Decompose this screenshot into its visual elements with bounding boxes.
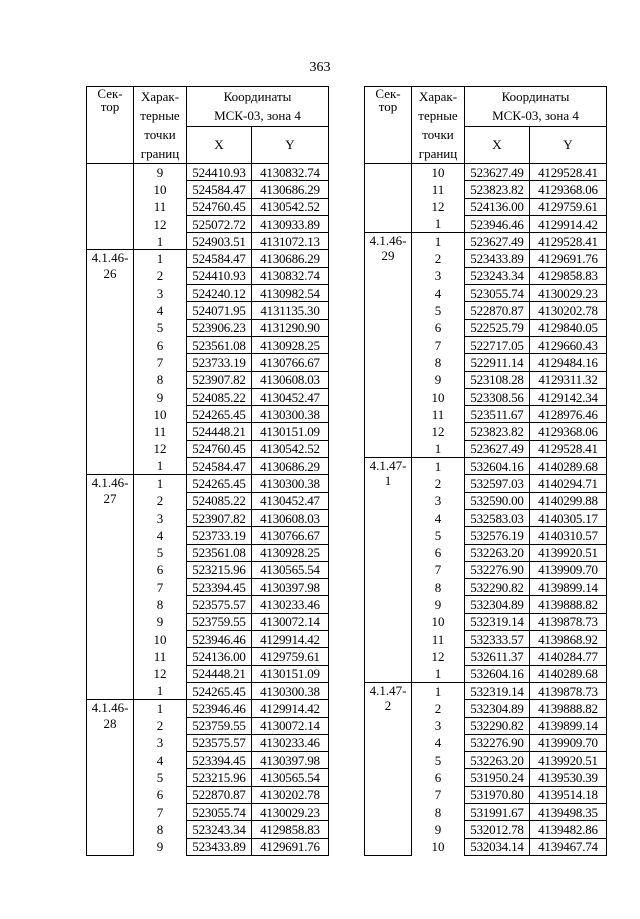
- point-number: 9: [412, 371, 465, 388]
- table-row: [87, 700, 329, 717]
- point-number: 11: [412, 631, 465, 648]
- header-coordinates: Координаты МСК-03, зона 4: [465, 87, 607, 127]
- coord-x: 532276.90: [465, 561, 530, 578]
- coord-y: 4130029.23: [530, 285, 607, 302]
- coord-y: 4131135.30: [252, 302, 329, 319]
- coord-y: 4140289.68: [530, 665, 607, 682]
- coord-y: 4139530.39: [530, 769, 607, 786]
- point-number: 4: [412, 285, 465, 302]
- coord-y: 4140299.88: [530, 492, 607, 509]
- table-row: [87, 164, 329, 181]
- header-sector: Сек- тор: [87, 87, 134, 164]
- coord-x: 524136.00: [465, 198, 530, 215]
- point-number: 1: [134, 700, 187, 717]
- coord-x: 532319.14: [465, 613, 530, 630]
- point-number: 5: [134, 319, 187, 336]
- coord-x: 532604.16: [465, 665, 530, 682]
- coord-y: 4130933.89: [252, 215, 329, 232]
- coord-x: 524760.45: [187, 198, 252, 215]
- point-number: 7: [134, 579, 187, 596]
- coord-x: 522870.87: [187, 786, 252, 803]
- point-number: 3: [412, 267, 465, 284]
- coord-x: 523733.19: [187, 354, 252, 371]
- point-number: 1: [134, 250, 187, 267]
- point-number: 2: [412, 250, 465, 267]
- point-number: 10: [134, 631, 187, 648]
- sector-cell: [365, 164, 412, 233]
- point-number: 1: [134, 682, 187, 699]
- coord-x: 522717.05: [465, 336, 530, 353]
- coord-y: 4129484.16: [530, 354, 607, 371]
- coord-y: 4129528.41: [530, 440, 607, 457]
- point-number: 1: [134, 475, 187, 492]
- coord-x: 532290.82: [465, 717, 530, 734]
- point-number: 4: [412, 509, 465, 526]
- coord-y: 4129691.76: [252, 838, 329, 855]
- coord-x: 523759.55: [187, 613, 252, 630]
- coord-x: 532604.16: [465, 458, 530, 475]
- coord-x: 531991.67: [465, 803, 530, 820]
- point-number: 8: [134, 821, 187, 838]
- coord-x: 523308.56: [465, 388, 530, 405]
- sector-cell: 4.1.46- 27: [87, 475, 134, 700]
- coord-x: 532276.90: [465, 734, 530, 751]
- coord-y: 4131290.90: [252, 319, 329, 336]
- coord-y: 4129142.34: [530, 388, 607, 405]
- point-number: 1: [412, 440, 465, 457]
- coord-y: 4139498.35: [530, 803, 607, 820]
- coord-y: 4140305.17: [530, 509, 607, 526]
- coord-y: 4130686.29: [252, 250, 329, 267]
- coord-y: 4130832.74: [252, 164, 329, 181]
- coord-y: 4139868.92: [530, 631, 607, 648]
- coord-x: 524240.12: [187, 285, 252, 302]
- point-number: 10: [134, 181, 187, 198]
- coord-y: 4139888.82: [530, 700, 607, 717]
- coord-x: 524760.45: [187, 440, 252, 457]
- coord-y: 4130233.46: [252, 734, 329, 751]
- table-row: [365, 164, 607, 181]
- header-sector: Сек- тор: [365, 87, 412, 164]
- coord-x: 532590.00: [465, 492, 530, 509]
- coord-y: 4139482.86: [530, 821, 607, 838]
- coord-y: 4139909.70: [530, 561, 607, 578]
- coord-y: 4130072.14: [252, 613, 329, 630]
- coord-x: 524410.93: [187, 164, 252, 181]
- coord-x: 523907.82: [187, 371, 252, 388]
- point-number: 9: [412, 596, 465, 613]
- coord-x: 532597.03: [465, 475, 530, 492]
- coord-x: 532012.78: [465, 821, 530, 838]
- point-number: 11: [412, 181, 465, 198]
- point-number: 1: [412, 665, 465, 682]
- coord-x: 531970.80: [465, 786, 530, 803]
- coord-y: 4139920.51: [530, 752, 607, 769]
- coord-x: 523433.89: [187, 838, 252, 855]
- coord-y: 4128976.46: [530, 406, 607, 423]
- coord-x: 523733.19: [187, 527, 252, 544]
- sector-cell: 4.1.47- 1: [365, 458, 412, 683]
- coord-y: 4129311.32: [530, 371, 607, 388]
- point-number: 12: [412, 423, 465, 440]
- coord-y: 4130542.52: [252, 440, 329, 457]
- coord-y: 4130766.67: [252, 354, 329, 371]
- coord-x: 523055.74: [465, 285, 530, 302]
- header-characteristic-points: Харак- терные точки границ: [134, 87, 187, 164]
- coord-x: 523627.49: [465, 164, 530, 181]
- point-number: 11: [134, 198, 187, 215]
- coord-x: 523575.57: [187, 596, 252, 613]
- table-row: [365, 682, 607, 699]
- coord-x: 523823.82: [465, 181, 530, 198]
- coord-x: 524903.51: [187, 233, 252, 250]
- coord-y: 4130686.29: [252, 458, 329, 475]
- coord-x: 524584.47: [187, 181, 252, 198]
- coord-y: 4139899.14: [530, 579, 607, 596]
- point-number: 10: [412, 388, 465, 405]
- coord-y: 4130233.46: [252, 596, 329, 613]
- coord-y: 4129858.83: [252, 821, 329, 838]
- point-number: 7: [412, 336, 465, 353]
- point-number: 4: [134, 752, 187, 769]
- coord-y: 4130542.52: [252, 198, 329, 215]
- coord-x: 525072.72: [187, 215, 252, 232]
- table-row: [87, 250, 329, 267]
- point-number: 2: [134, 267, 187, 284]
- coord-y: 4129660.43: [530, 336, 607, 353]
- coord-y: 4129759.61: [252, 648, 329, 665]
- coord-x: 523946.46: [187, 700, 252, 717]
- coord-x: 523215.96: [187, 769, 252, 786]
- coord-x: 523561.08: [187, 544, 252, 561]
- table-row: [365, 233, 607, 250]
- coord-y: 4130151.09: [252, 665, 329, 682]
- point-number: 1: [412, 458, 465, 475]
- coord-x: 524085.22: [187, 492, 252, 509]
- header-y: Y: [530, 126, 607, 164]
- point-number: 3: [134, 734, 187, 751]
- coord-y: 4130832.74: [252, 267, 329, 284]
- coord-y: 4139899.14: [530, 717, 607, 734]
- point-number: 7: [412, 561, 465, 578]
- coord-x: 532304.89: [465, 700, 530, 717]
- sector-cell: 4.1.46- 29: [365, 233, 412, 458]
- coord-y: 4130452.47: [252, 492, 329, 509]
- point-number: 1: [412, 233, 465, 250]
- coord-x: 523243.34: [465, 267, 530, 284]
- point-number: 4: [412, 734, 465, 751]
- point-number: 7: [134, 354, 187, 371]
- coord-x: 524071.95: [187, 302, 252, 319]
- coord-x: 523215.96: [187, 561, 252, 578]
- point-number: 3: [134, 509, 187, 526]
- coord-y: 4129691.76: [530, 250, 607, 267]
- table-row: [87, 475, 329, 492]
- point-number: 9: [412, 821, 465, 838]
- coord-y: 4139909.70: [530, 734, 607, 751]
- sector-cell: [87, 164, 134, 250]
- point-number: 3: [412, 492, 465, 509]
- coord-x: 523561.08: [187, 336, 252, 353]
- point-number: 6: [412, 319, 465, 336]
- point-number: 6: [412, 769, 465, 786]
- coord-y: 4130300.38: [252, 475, 329, 492]
- point-number: 10: [134, 406, 187, 423]
- coord-y: 4130565.54: [252, 561, 329, 578]
- point-number: 11: [134, 423, 187, 440]
- coord-x: 522911.14: [465, 354, 530, 371]
- point-number: 8: [134, 371, 187, 388]
- coord-y: 4140289.68: [530, 458, 607, 475]
- coord-y: 4129528.41: [530, 233, 607, 250]
- point-number: 3: [134, 285, 187, 302]
- coord-x: 523627.49: [465, 233, 530, 250]
- coord-x: 532290.82: [465, 579, 530, 596]
- coord-y: 4130766.67: [252, 527, 329, 544]
- coord-x: 524265.45: [187, 682, 252, 699]
- sector-cell: 4.1.47- 2: [365, 682, 412, 855]
- coord-x: 524265.45: [187, 406, 252, 423]
- coord-x: 523906.23: [187, 319, 252, 336]
- coord-y: 4130151.09: [252, 423, 329, 440]
- coord-x: 523394.45: [187, 579, 252, 596]
- coord-y: 4140294.71: [530, 475, 607, 492]
- point-number: 12: [134, 215, 187, 232]
- sector-cell: 4.1.46- 26: [87, 250, 134, 475]
- point-number: 6: [134, 336, 187, 353]
- coord-y: 4129759.61: [530, 198, 607, 215]
- point-number: 12: [412, 198, 465, 215]
- point-number: 7: [412, 786, 465, 803]
- coordinates-table-right: [364, 86, 607, 856]
- point-number: 12: [134, 440, 187, 457]
- coord-x: 532319.14: [465, 682, 530, 699]
- coord-x: 523433.89: [465, 250, 530, 267]
- coord-x: 532304.89: [465, 596, 530, 613]
- point-number: 3: [412, 717, 465, 734]
- coord-y: 4130608.03: [252, 371, 329, 388]
- point-number: 9: [134, 388, 187, 405]
- coord-x: 522870.87: [465, 302, 530, 319]
- coord-y: 4130397.98: [252, 752, 329, 769]
- coord-y: 4130300.38: [252, 406, 329, 423]
- coord-y: 4139888.82: [530, 596, 607, 613]
- coord-y: 4130608.03: [252, 509, 329, 526]
- coord-x: 523055.74: [187, 803, 252, 820]
- point-number: 5: [134, 544, 187, 561]
- point-number: 5: [412, 527, 465, 544]
- coord-x: 523907.82: [187, 509, 252, 526]
- coord-y: 4130300.38: [252, 682, 329, 699]
- point-number: 2: [412, 700, 465, 717]
- point-number: 11: [134, 648, 187, 665]
- coord-y: 4129840.05: [530, 319, 607, 336]
- coord-x: 532333.57: [465, 631, 530, 648]
- point-number: 1: [134, 233, 187, 250]
- point-number: 2: [134, 717, 187, 734]
- point-number: 2: [412, 475, 465, 492]
- coord-y: 4130397.98: [252, 579, 329, 596]
- header-coordinates: Координаты МСК-03, зона 4: [187, 87, 329, 127]
- coord-y: 4139514.18: [530, 786, 607, 803]
- point-number: 10: [412, 613, 465, 630]
- coord-y: 4130982.54: [252, 285, 329, 302]
- coord-x: 524448.21: [187, 665, 252, 682]
- coord-x: 532263.20: [465, 544, 530, 561]
- coord-y: 4129914.42: [252, 700, 329, 717]
- point-number: 1: [412, 215, 465, 232]
- coord-y: 4130202.78: [530, 302, 607, 319]
- sector-cell: 4.1.46- 28: [87, 700, 134, 856]
- coord-y: 4130928.25: [252, 544, 329, 561]
- coord-y: 4139878.73: [530, 613, 607, 630]
- point-number: 4: [134, 527, 187, 544]
- coord-y: 4129914.42: [530, 215, 607, 232]
- point-number: 12: [412, 648, 465, 665]
- point-number: 8: [412, 354, 465, 371]
- coord-x: 531950.24: [465, 769, 530, 786]
- coord-y: 4130029.23: [252, 803, 329, 820]
- coord-y: 4139878.73: [530, 682, 607, 699]
- coord-x: 524136.00: [187, 648, 252, 665]
- coord-x: 523575.57: [187, 734, 252, 751]
- coord-x: 522525.79: [465, 319, 530, 336]
- coord-x: 524265.45: [187, 475, 252, 492]
- coord-x: 523394.45: [187, 752, 252, 769]
- coord-x: 523759.55: [187, 717, 252, 734]
- point-number: 9: [134, 164, 187, 181]
- point-number: 6: [134, 786, 187, 803]
- coord-y: 4129368.06: [530, 423, 607, 440]
- coord-x: 524584.47: [187, 250, 252, 267]
- coord-y: 4139467.74: [530, 838, 607, 855]
- coord-y: 4130452.47: [252, 388, 329, 405]
- point-number: 11: [412, 406, 465, 423]
- coord-x: 524584.47: [187, 458, 252, 475]
- coord-x: 524448.21: [187, 423, 252, 440]
- coord-y: 4130928.25: [252, 336, 329, 353]
- coord-x: 532611.37: [465, 648, 530, 665]
- coord-y: 4130686.29: [252, 181, 329, 198]
- point-number: 4: [134, 302, 187, 319]
- point-number: 8: [134, 596, 187, 613]
- coord-x: 524410.93: [187, 267, 252, 284]
- table-row: [365, 458, 607, 475]
- header-y: Y: [252, 126, 329, 164]
- point-number: 1: [412, 682, 465, 699]
- coord-y: 4140284.77: [530, 648, 607, 665]
- coord-y: 4130565.54: [252, 769, 329, 786]
- coord-y: 4131072.13: [252, 233, 329, 250]
- coord-x: 532583.03: [465, 509, 530, 526]
- point-number: 1: [134, 458, 187, 475]
- coord-y: 4139920.51: [530, 544, 607, 561]
- coord-x: 523108.28: [465, 371, 530, 388]
- coord-x: 532263.20: [465, 752, 530, 769]
- point-number: 12: [134, 665, 187, 682]
- point-number: 5: [412, 752, 465, 769]
- coord-y: 4140310.57: [530, 527, 607, 544]
- point-number: 5: [412, 302, 465, 319]
- coordinates-table-left: [86, 86, 329, 856]
- coord-x: 523823.82: [465, 423, 530, 440]
- point-number: 2: [134, 492, 187, 509]
- coord-x: 523946.46: [187, 631, 252, 648]
- coord-y: 4129914.42: [252, 631, 329, 648]
- point-number: 8: [412, 579, 465, 596]
- coord-x: 524085.22: [187, 388, 252, 405]
- coord-y: 4129368.06: [530, 181, 607, 198]
- coord-y: 4130202.78: [252, 786, 329, 803]
- coord-y: 4129858.83: [530, 267, 607, 284]
- coord-x: 532034.14: [465, 838, 530, 855]
- point-number: 5: [134, 769, 187, 786]
- header-x: X: [187, 126, 252, 164]
- coord-x: 523511.67: [465, 406, 530, 423]
- point-number: 10: [412, 838, 465, 855]
- coord-y: 4129528.41: [530, 164, 607, 181]
- header-characteristic-points: Харак- терные точки границ: [412, 87, 465, 164]
- point-number: 6: [412, 544, 465, 561]
- coord-x: 523627.49: [465, 440, 530, 457]
- coord-y: 4130072.14: [252, 717, 329, 734]
- page-number: 363: [309, 60, 331, 75]
- point-number: 9: [134, 613, 187, 630]
- coord-x: 523946.46: [465, 215, 530, 232]
- coord-x: 523243.34: [187, 821, 252, 838]
- point-number: 10: [412, 164, 465, 181]
- point-number: 8: [412, 803, 465, 820]
- coord-x: 532576.19: [465, 527, 530, 544]
- point-number: 9: [134, 838, 187, 855]
- point-number: 6: [134, 561, 187, 578]
- header-x: X: [465, 126, 530, 164]
- point-number: 7: [134, 803, 187, 820]
